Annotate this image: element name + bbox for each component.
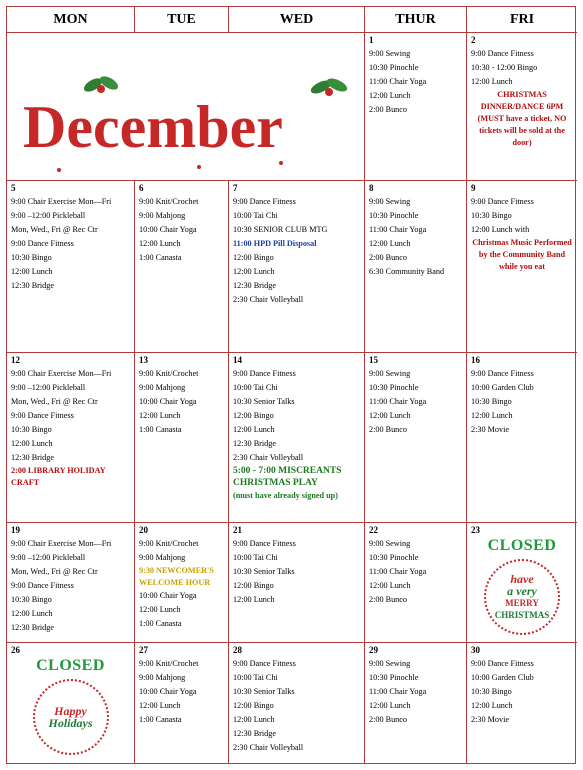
day-cell-29 xyxy=(365,643,467,763)
day-number: 5 xyxy=(11,183,16,193)
event-item: 1:00 Canasta xyxy=(139,253,182,262)
event-item: 9:00 Sewing xyxy=(369,197,411,206)
event-item: 12:00 Lunch xyxy=(233,425,275,434)
event-item: 12:00 Lunch xyxy=(471,411,513,420)
calendar xyxy=(6,6,576,764)
event-item: 1:00 Canasta xyxy=(139,715,182,724)
event-item: 11:00 Chair Yoga xyxy=(369,225,427,234)
day-cell-27 xyxy=(135,643,229,763)
event-item: 10:30 Pinochle xyxy=(369,383,419,392)
day-number: 21 xyxy=(233,525,242,535)
event-item: 9:00 Dance Fitness xyxy=(11,581,74,590)
event-item: 10:30 Bingo xyxy=(471,687,512,696)
event-item: 12:30 Bridge xyxy=(11,623,54,632)
event-item: 12:00 Lunch xyxy=(471,701,513,710)
event-item: 12:30 Bridge xyxy=(11,281,54,290)
event-item: 10:30 Bingo xyxy=(11,253,52,262)
holiday-greeting-icon xyxy=(484,559,560,635)
day-cell-1 xyxy=(365,33,467,181)
day-cell-19 xyxy=(7,523,135,643)
event-item: Mon, Wed., Fri @ Rec Ctr xyxy=(11,225,98,234)
header-mon: MON xyxy=(7,7,135,33)
event-item: 9:00 Knit/Crochet xyxy=(139,539,199,548)
header-thur: THUR xyxy=(365,7,467,33)
event-item: 9:00 Chair Exercise Mon—Fri xyxy=(11,369,112,378)
day-cell-9 xyxy=(467,181,577,353)
event-item: 10:30 Bingo xyxy=(11,425,52,434)
day-cell-20 xyxy=(135,523,229,643)
day-number: 2 xyxy=(471,35,476,45)
closed-label: CLOSED xyxy=(487,537,557,554)
day-cell-15 xyxy=(365,353,467,523)
event-item: 12:00 Lunch xyxy=(139,605,181,614)
event-item: Mon, Wed., Fri @ Rec Ctr xyxy=(11,567,98,576)
event-item: 12:00 Lunch xyxy=(11,267,53,276)
day-number: 19 xyxy=(11,525,20,535)
greeting-text: MERRY xyxy=(505,598,539,608)
day-cell-22 xyxy=(365,523,467,643)
event-item: 9:00 Dance Fitness xyxy=(471,659,534,668)
banner-cell xyxy=(7,33,365,181)
event-item: 9:00 Dance Fitness xyxy=(11,239,74,248)
december-banner xyxy=(19,45,354,181)
event-item: 9:00 Dance Fitness xyxy=(471,197,534,206)
event-item: 10:30 - 12:00 Bingo xyxy=(471,63,538,72)
event-item: 1:00 Canasta xyxy=(139,619,182,628)
event-item: 11:00 Chair Yoga xyxy=(369,687,427,696)
closed-label: CLOSED xyxy=(36,657,105,674)
event-item: 10:30 Pinochle xyxy=(369,211,419,220)
event-item: 12:00 Lunch xyxy=(233,595,275,604)
holiday-greeting-icon xyxy=(33,679,109,755)
event-item: 2:30 Movie xyxy=(471,425,509,434)
event-item: 12:00 Lunch xyxy=(139,411,181,420)
event-item: 5:00 - 7:00 MISCREANTS CHRISTMAS PLAY xyxy=(233,466,342,488)
event-item: 9:00 –12:00 Pickleball xyxy=(11,553,86,562)
event-item: 10:30 Pinochle xyxy=(369,63,419,72)
header-wed: WED xyxy=(229,7,365,33)
event-item: 2:00 Bunco xyxy=(369,105,407,114)
event-item: 12:30 Bridge xyxy=(233,729,276,738)
event-item: 9:30 NEWCOMER'S WELCOME HOUR xyxy=(139,566,214,587)
day-number: 22 xyxy=(369,525,378,535)
event-item: (must have already signed up) xyxy=(233,491,338,500)
event-item: 10:30 Pinochle xyxy=(369,553,419,562)
day-number: 28 xyxy=(233,645,242,655)
event-item: 2:00 Bunco xyxy=(369,425,407,434)
event-item: 12:00 Bingo xyxy=(233,411,274,420)
event-item: 10:30 Pinochle xyxy=(369,673,419,682)
event-item: 10:00 Tai Chi xyxy=(233,383,278,392)
day-cell-2 xyxy=(467,33,577,181)
header-tue: TUE xyxy=(135,7,229,33)
day-number: 26 xyxy=(11,645,20,655)
day-number: 12 xyxy=(11,355,20,365)
event-item: 9:00 Sewing xyxy=(369,49,411,58)
event-item: 9:00 Mahjong xyxy=(139,673,186,682)
banner-title: December xyxy=(23,94,283,160)
event-item: 9:00 –12:00 Pickleball xyxy=(11,383,86,392)
event-item: 10:30 Bingo xyxy=(11,595,52,604)
event-item: 10:00 Tai Chi xyxy=(233,673,278,682)
event-item: (MUST have a ticket, NO tickets will be sold at the door) xyxy=(477,114,567,147)
event-item: 12:00 Lunch xyxy=(11,439,53,448)
greeting-text: Happy xyxy=(54,704,87,718)
event-item: 10:00 Chair Yoga xyxy=(139,687,197,696)
day-number: 14 xyxy=(233,355,242,365)
event-item: 12:30 Bridge xyxy=(11,453,54,462)
event-item: 9:00 Sewing xyxy=(369,369,411,378)
event-item: 12:00 Bingo xyxy=(233,581,274,590)
event-item: 9:00 Dance Fitness xyxy=(471,49,534,58)
event-item: 12:00 Lunch xyxy=(233,267,275,276)
event-item: 12:00 Bingo xyxy=(233,253,274,262)
event-item: 10:00 Garden Club xyxy=(471,673,534,682)
event-item: 12:00 Lunch xyxy=(369,411,411,420)
event-item: 12:00 Lunch xyxy=(233,715,275,724)
event-item: 12:00 Lunch xyxy=(369,239,411,248)
event-item: 10:30 Bingo xyxy=(471,397,512,406)
day-number: 9 xyxy=(471,183,476,193)
event-item: 12:00 Lunch with xyxy=(471,225,530,234)
header-fri: FRI xyxy=(467,7,577,33)
event-item: 10:00 Tai Chi xyxy=(233,553,278,562)
event-item: 9:00 Dance Fitness xyxy=(233,659,296,668)
event-item: 9:00 Sewing xyxy=(369,539,411,548)
day-number: 30 xyxy=(471,645,480,655)
event-item: 9:00 Dance Fitness xyxy=(233,369,296,378)
day-cell-26 xyxy=(7,643,135,763)
day-cell-28 xyxy=(229,643,365,763)
event-item: 9:00 Knit/Crochet xyxy=(139,197,199,206)
event-item: 9:00 Mahjong xyxy=(139,211,186,220)
event-item: 12:00 Lunch xyxy=(369,701,411,710)
day-number: 29 xyxy=(369,645,378,655)
day-cell-12 xyxy=(7,353,135,523)
event-item: 6:30 Community Band xyxy=(369,267,445,276)
event-item: 2:00 Bunco xyxy=(369,595,407,604)
event-item: 9:00 –12:00 Pickleball xyxy=(11,211,86,220)
day-cell-16 xyxy=(467,353,577,523)
event-item: 11:00 Chair Yoga xyxy=(369,397,427,406)
event-item: 9:00 Dance Fitness xyxy=(11,411,74,420)
event-item: 12:00 Bingo xyxy=(233,701,274,710)
day-number: 6 xyxy=(139,183,144,193)
event-item: 9:00 Mahjong xyxy=(139,553,186,562)
event-item: 12:00 Lunch xyxy=(139,701,181,710)
day-cell-13 xyxy=(135,353,229,523)
event-item: 9:00 Mahjong xyxy=(139,383,186,392)
event-item: 1:00 Canasta xyxy=(139,425,182,434)
greeting-text: CHRISTMAS xyxy=(494,610,550,620)
event-item: CHRISTMAS DINNER/DANCE 6PM xyxy=(480,90,564,111)
event-item: 2:00 Bunco xyxy=(369,253,407,262)
event-item: 2:00 LIBRARY HOLIDAY CRAFT xyxy=(11,466,106,487)
event-item: 9:00 Knit/Crochet xyxy=(139,369,199,378)
event-item: 9:00 Dance Fitness xyxy=(233,539,296,548)
day-cell-6 xyxy=(135,181,229,353)
event-item: 2:30 Chair Volleyball xyxy=(233,453,304,462)
day-number: 13 xyxy=(139,355,148,365)
holly-icon xyxy=(82,74,349,97)
event-item: 11:00 Chair Yoga xyxy=(369,77,427,86)
event-item: 12:00 Lunch xyxy=(139,239,181,248)
event-item: 2:30 Movie xyxy=(471,715,509,724)
event-item: Christmas Music Performed by the Community Band while you eat xyxy=(472,238,572,271)
day-number: 15 xyxy=(369,355,378,365)
event-item: 9:00 Dance Fitness xyxy=(471,369,534,378)
day-cell-30 xyxy=(467,643,577,763)
event-item: 9:00 Sewing xyxy=(369,659,411,668)
event-item: 11:00 Chair Yoga xyxy=(369,567,427,576)
event-item: 11:00 HPD Pill Disposal xyxy=(233,239,317,248)
event-item: 12:00 Lunch xyxy=(369,91,411,100)
event-item: 2:30 Chair Volleyball xyxy=(233,743,304,752)
event-item: 9:00 Chair Exercise Mon—Fri xyxy=(11,197,112,206)
day-cell-5 xyxy=(7,181,135,353)
day-cell-21 xyxy=(229,523,365,643)
event-item: 12:30 Bridge xyxy=(233,439,276,448)
greeting-text: have xyxy=(510,572,534,586)
event-item: 12:00 Lunch xyxy=(11,609,53,618)
event-item: 9:00 Chair Exercise Mon—Fri xyxy=(11,539,112,548)
day-number: 27 xyxy=(139,645,148,655)
event-item: 10:00 Tai Chi xyxy=(233,211,278,220)
event-item: 2:30 Chair Volleyball xyxy=(233,295,304,304)
event-item: 10:00 Chair Yoga xyxy=(139,225,197,234)
event-item: 10:00 Chair Yoga xyxy=(139,591,197,600)
event-item: 12:00 Lunch xyxy=(471,77,513,86)
day-cell-14 xyxy=(229,353,365,523)
day-cell-8 xyxy=(365,181,467,353)
event-item: 10:30 Senior Talks xyxy=(233,567,295,576)
greeting-text: a very xyxy=(507,584,537,598)
event-item: 10:30 Bingo xyxy=(471,211,512,220)
event-item: 12:00 Lunch xyxy=(369,581,411,590)
event-item: Mon, Wed., Fri @ Rec Ctr xyxy=(11,397,98,406)
day-cell-7 xyxy=(229,181,365,353)
day-number: 1 xyxy=(369,35,374,45)
event-item: 9:00 Dance Fitness xyxy=(233,197,296,206)
day-cell-23 xyxy=(467,523,577,643)
event-item: 12:30 Bridge xyxy=(233,281,276,290)
day-number: 8 xyxy=(369,183,374,193)
greeting-text: Holidays xyxy=(48,716,93,730)
event-item: 10:30 SENIOR CLUB MTG xyxy=(233,225,328,234)
day-number: 23 xyxy=(471,525,480,535)
snowflake-icon xyxy=(57,161,283,172)
event-item: 10:00 Garden Club xyxy=(471,383,534,392)
event-item: 10:30 Senior Talks xyxy=(233,397,295,406)
event-item: 10:30 Senior Talks xyxy=(233,687,295,696)
event-item: 9:00 Knit/Crochet xyxy=(139,659,199,668)
day-number: 7 xyxy=(233,183,238,193)
day-number: 20 xyxy=(139,525,148,535)
day-number: 16 xyxy=(471,355,480,365)
event-item: 10:00 Chair Yoga xyxy=(139,397,197,406)
event-item: 2:00 Bunco xyxy=(369,715,407,724)
